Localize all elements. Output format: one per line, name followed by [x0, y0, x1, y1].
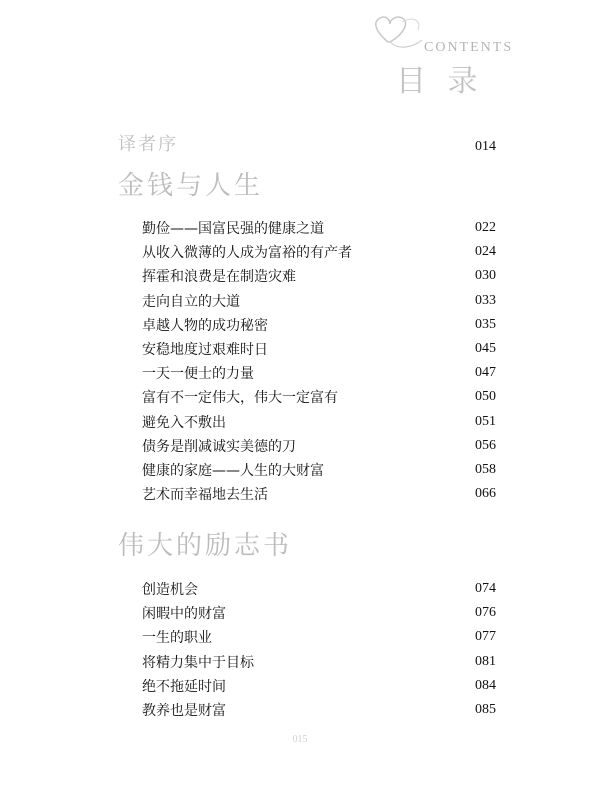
- toc-entry[interactable]: [142, 361, 496, 385]
- toc-entry-title: 将精力集中于目标: [142, 654, 254, 671]
- toc-entry-page: 050: [475, 389, 496, 405]
- toc-entry-page: 051: [475, 413, 496, 429]
- toc-entry-title: 创造机会: [142, 582, 198, 599]
- toc-entry-page: 056: [475, 437, 496, 453]
- toc-entry-title: 债务是削减诚实美德的刀: [142, 438, 296, 455]
- preface-title: 译者序: [118, 134, 178, 155]
- toc-entry-page: 045: [475, 341, 496, 357]
- toc-entry[interactable]: [142, 434, 496, 458]
- preface-page-number: 014: [475, 139, 496, 154]
- toc-entry-title: 走向自立的大道: [142, 293, 240, 310]
- toc-entry[interactable]: [142, 216, 496, 240]
- toc-entry-page: 074: [475, 581, 496, 597]
- toc-entry-title: 避免入不敷出: [142, 414, 226, 431]
- toc-entry[interactable]: [142, 674, 496, 698]
- toc-entry-page: 076: [475, 605, 496, 621]
- toc-entry-page: 024: [475, 244, 496, 260]
- toc-entry-page: 058: [475, 461, 496, 477]
- toc-entry-title: 闲暇中的财富: [142, 606, 226, 623]
- toc-entry-page: 047: [475, 365, 496, 381]
- toc-entry[interactable]: [142, 337, 496, 361]
- toc-entry-title: 从收入微薄的人成为富裕的有产者: [142, 245, 352, 262]
- toc-entry-title: 富有不一定伟大，伟大一定富有: [142, 390, 338, 407]
- toc-list-part-2: [142, 577, 496, 722]
- toc-entry-title: 艺术而幸福地去生活: [142, 487, 268, 504]
- toc-entry[interactable]: [142, 458, 496, 482]
- toc-entry-title: 教养也是财富: [142, 703, 226, 720]
- toc-entry-page: 081: [475, 653, 496, 669]
- toc-entry-title: 一生的职业: [142, 630, 212, 647]
- toc-entry-page: 084: [475, 677, 496, 693]
- toc-entry-page: 066: [475, 486, 496, 502]
- toc-entry[interactable]: [142, 410, 496, 434]
- part-title: 伟大的励志书: [118, 531, 293, 561]
- toc-entry-page: 022: [475, 220, 496, 236]
- page-number-footer: 015: [292, 734, 308, 745]
- toc-entry[interactable]: [142, 289, 496, 313]
- toc-entry[interactable]: [142, 240, 496, 264]
- toc-entry-page: 085: [475, 702, 496, 718]
- toc-list-part-1: [142, 216, 496, 506]
- contents-heading-cn: 目 录: [396, 64, 484, 99]
- toc-entry[interactable]: [142, 264, 496, 288]
- toc-entry-page: 035: [475, 316, 496, 332]
- toc-entry[interactable]: [142, 601, 496, 625]
- toc-entry[interactable]: [142, 650, 496, 674]
- toc-entry-title: 勤俭——国富民强的健康之道: [142, 221, 324, 238]
- toc-entry[interactable]: [142, 385, 496, 409]
- toc-entry-title: 绝不拖延时间: [142, 678, 226, 695]
- toc-entry-title: 一天一便士的力量: [142, 366, 254, 383]
- toc-entry-page: 077: [475, 629, 496, 645]
- toc-entry[interactable]: [142, 698, 496, 722]
- toc-entry[interactable]: [142, 313, 496, 337]
- toc-entry[interactable]: [142, 482, 496, 506]
- heart-flourish-icon: [368, 12, 428, 62]
- toc-entry-title: 挥霍和浪费是在制造灾难: [142, 269, 296, 286]
- toc-entry-title: 健康的家庭——人生的大财富: [142, 462, 324, 479]
- toc-entry-title: 安稳地度过艰难时日: [142, 342, 268, 359]
- toc-entry[interactable]: [142, 577, 496, 601]
- toc-entry-page: 030: [475, 268, 496, 284]
- toc-entry[interactable]: [142, 625, 496, 649]
- toc-entry-page: 033: [475, 292, 496, 308]
- contents-heading-en: CONTENTS: [424, 40, 514, 55]
- part-title: 金钱与人生: [118, 171, 264, 201]
- toc-entry-title: 卓越人物的成功秘密: [142, 317, 268, 334]
- preface-entry[interactable]: [118, 130, 496, 156]
